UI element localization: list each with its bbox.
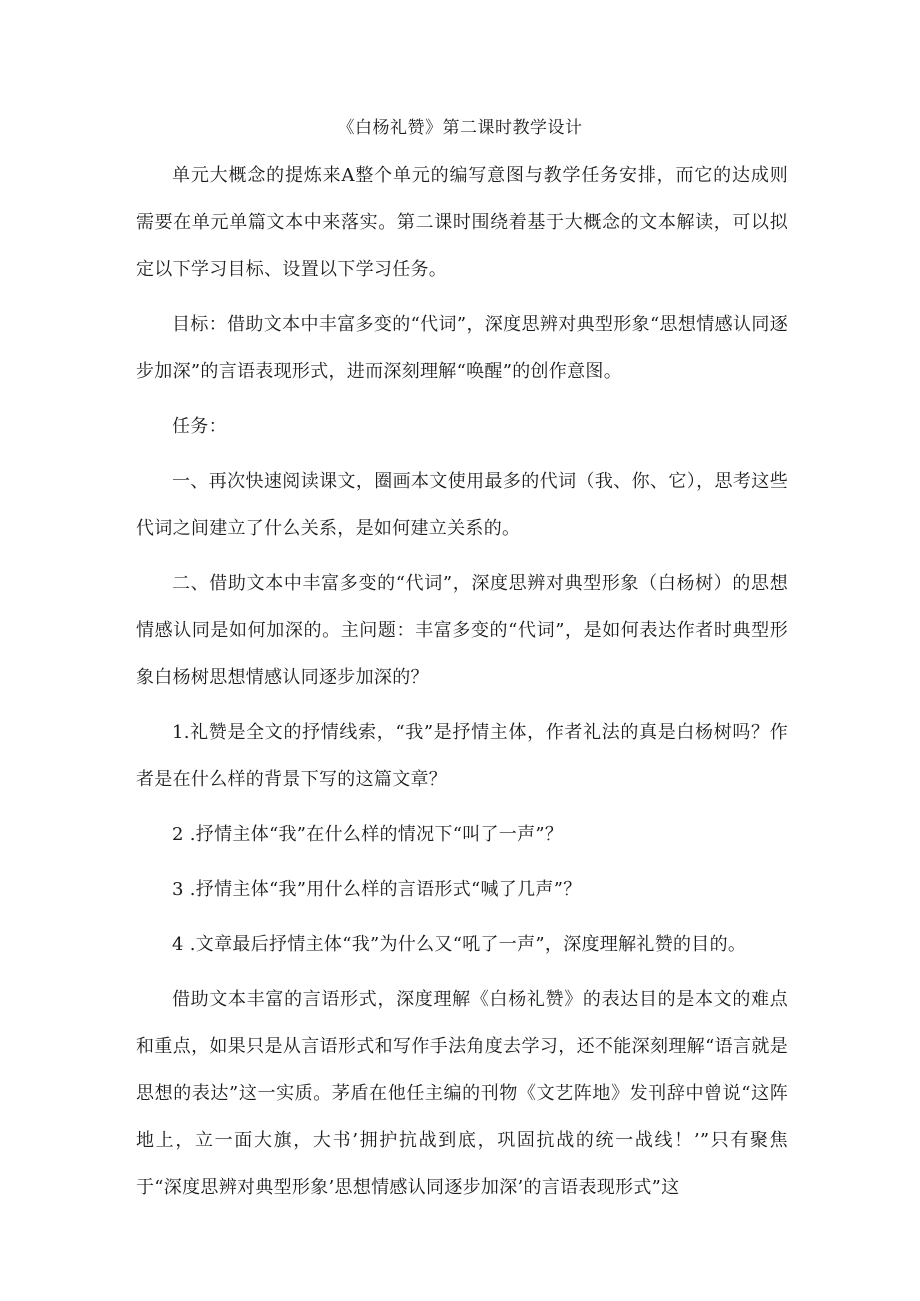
paragraph-analysis: 借助文本丰富的言语形式，深度理解《白杨礼赞》的表达目的是本文的难点和重点，如果只是从言语形式和写作手法角度去学习，还不能深刻理解“语言就是思想的表达”这一实质。茅盾在他任主编的刊物《文艺阵地》发刊辞中曾说“这阵地上，立一面大旗，大书’拥护抗战到底，巩固抗战的统一战线！’”只有聚焦于“深度思辨对典型形象’思想情感认同逐步加深’的言语表现形式”这 bbox=[136, 989, 788, 1198]
paragraph-tasks-heading: 任务： bbox=[172, 416, 227, 437]
document-body bbox=[136, 152, 788, 1211]
paragraph-question-3: 3 .抒情主体“我”用什么样的言语形式“喊了几声”？ bbox=[172, 879, 582, 900]
paragraph-task-1: 一、再次快速阅读课文，圈画本文使用最多的代词（我、你、它），思考这些代词之间建立了什么关系，是如何建立关系的。 bbox=[136, 471, 788, 539]
paragraph-question-1: 1.礼赞是全文的抒情线索，“我”是抒情主体，作者礼法的真是白杨树吗？作者是在什么样的背景下写的这篇文章？ bbox=[136, 722, 788, 790]
document-title: 《白杨礼赞》第二课时教学设计 bbox=[337, 118, 583, 138]
paragraph-goal: 目标：借助文本中丰富多变的“代词”，深度思辨对典型形象“思想情感认同逐步加深”的言语表现形式，进而深刻理解“唤醒”的创作意图。 bbox=[136, 314, 788, 382]
paragraph-task-2: 二、借助文本中丰富多变的“代词”，深度思辨对典型形象（白杨树）的思想情感认同是如何加深的。主问题：丰富多变的“代词”，是如何表达作者时典型形象白杨树思想情感认同逐步加深的？ bbox=[136, 573, 788, 688]
paragraph-question-2: 2 .抒情主体“我”在什么样的情况下“叫了一声”？ bbox=[172, 824, 564, 845]
paragraph-question-4: 4 .文章最后抒情主体“我”为什么又“吼了一声”，深度理解礼赞的目的。 bbox=[172, 934, 747, 955]
paragraph-intro: 单元大概念的提炼来A整个单元的编写意图与教学任务安排，而它的达成则需要在单元单篇文本中来落实。第二课时围绕着基于大概念的文本解读，可以拟定以下学习目标、设置以下学习任务。 bbox=[136, 165, 788, 280]
